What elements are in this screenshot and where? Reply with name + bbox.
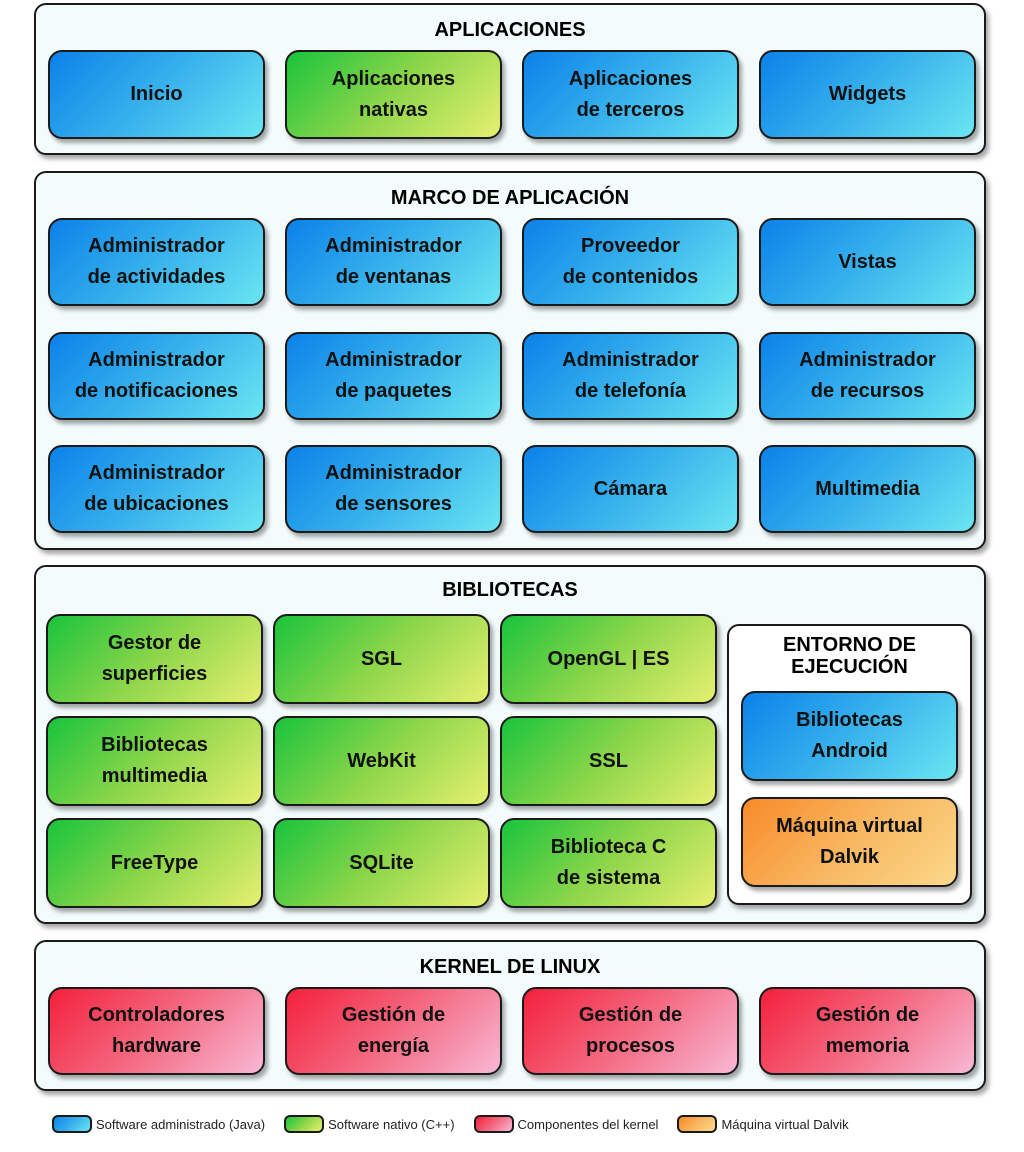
box-telephony-manager: Administrador de telefonía <box>522 332 739 420</box>
box-content-provider: Proveedor de contenidos <box>522 218 739 306</box>
box-sgl: SGL <box>273 614 490 704</box>
legend-item-kernel <box>474 1115 659 1133</box>
box-notification-manager: Administrador de notificaciones <box>48 332 265 420</box>
box-location-manager: Administrador de ubicaciones <box>48 445 265 533</box>
legend-swatch-java <box>52 1115 92 1133</box>
layer-kernel <box>34 940 986 1091</box>
box-camera: Cámara <box>522 445 739 533</box>
legend-label-java: Software administrado (Java) <box>96 1116 266 1132</box>
layer-libraries <box>34 565 986 924</box>
layer-title-libraries: BIBLIOTECAS <box>442 579 578 601</box>
legend-item-java <box>52 1115 265 1133</box>
box-media-libraries: Bibliotecas multimedia <box>46 716 263 806</box>
box-android-libraries: Bibliotecas Android <box>741 691 958 781</box>
box-power-management: Gestión de energía <box>285 987 502 1075</box>
legend-label-native: Software nativo (C++) <box>328 1116 455 1132</box>
box-memory-management: Gestión de memoria <box>759 987 976 1075</box>
legend-label-dalvik: Máquina virtual Dalvik <box>721 1116 849 1132</box>
box-libc: Biblioteca C de sistema <box>500 818 717 908</box>
box-process-management: Gestión de procesos <box>522 987 739 1075</box>
box-aplicaciones-terceros: Aplicaciones de terceros <box>522 50 739 139</box>
legend-swatch-native <box>284 1115 324 1133</box>
box-package-manager: Administrador de paquetes <box>285 332 502 420</box>
legend-item-native <box>284 1115 454 1133</box>
box-multimedia: Multimedia <box>759 445 976 533</box>
box-opengl-es: OpenGL | ES <box>500 614 717 704</box>
box-webkit: WebKit <box>273 716 490 806</box>
box-aplicaciones-nativas: Aplicaciones nativas <box>285 50 502 139</box>
runtime-environment <box>727 624 972 905</box>
box-window-manager: Administrador de ventanas <box>285 218 502 306</box>
runtime-title: ENTORNO DE EJECUCIÓN <box>783 634 916 678</box>
legend <box>52 1112 868 1136</box>
layer-title-applications: APLICACIONES <box>434 19 586 41</box>
legend-label-kernel: Componentes del kernel <box>517 1116 659 1132</box>
layer-title-framework: MARCO DE APLICACIÓN <box>390 187 630 209</box>
box-hardware-drivers: Controladores hardware <box>48 987 265 1075</box>
legend-swatch-dalvik <box>677 1115 717 1133</box>
box-surface-manager: Gestor de superficies <box>46 614 263 704</box>
legend-swatch-kernel <box>474 1115 514 1133</box>
layer-applications <box>34 3 986 155</box>
layer-title-kernel: KERNEL DE LINUX <box>419 956 601 978</box>
box-freetype: FreeType <box>46 818 263 908</box>
box-ssl: SSL <box>500 716 717 806</box>
box-activity-manager: Administrador de actividades <box>48 218 265 306</box>
layer-framework <box>34 171 986 550</box>
box-resource-manager: Administrador de recursos <box>759 332 976 420</box>
box-sqlite: SQLite <box>273 818 490 908</box>
box-sensor-manager: Administrador de sensores <box>285 445 502 533</box>
box-inicio: Inicio <box>48 50 265 139</box>
box-views: Vistas <box>759 218 976 306</box>
legend-item-dalvik <box>677 1115 848 1133</box>
box-dalvik-vm: Máquina virtual Dalvik <box>741 797 958 887</box>
box-widgets: Widgets <box>759 50 976 139</box>
